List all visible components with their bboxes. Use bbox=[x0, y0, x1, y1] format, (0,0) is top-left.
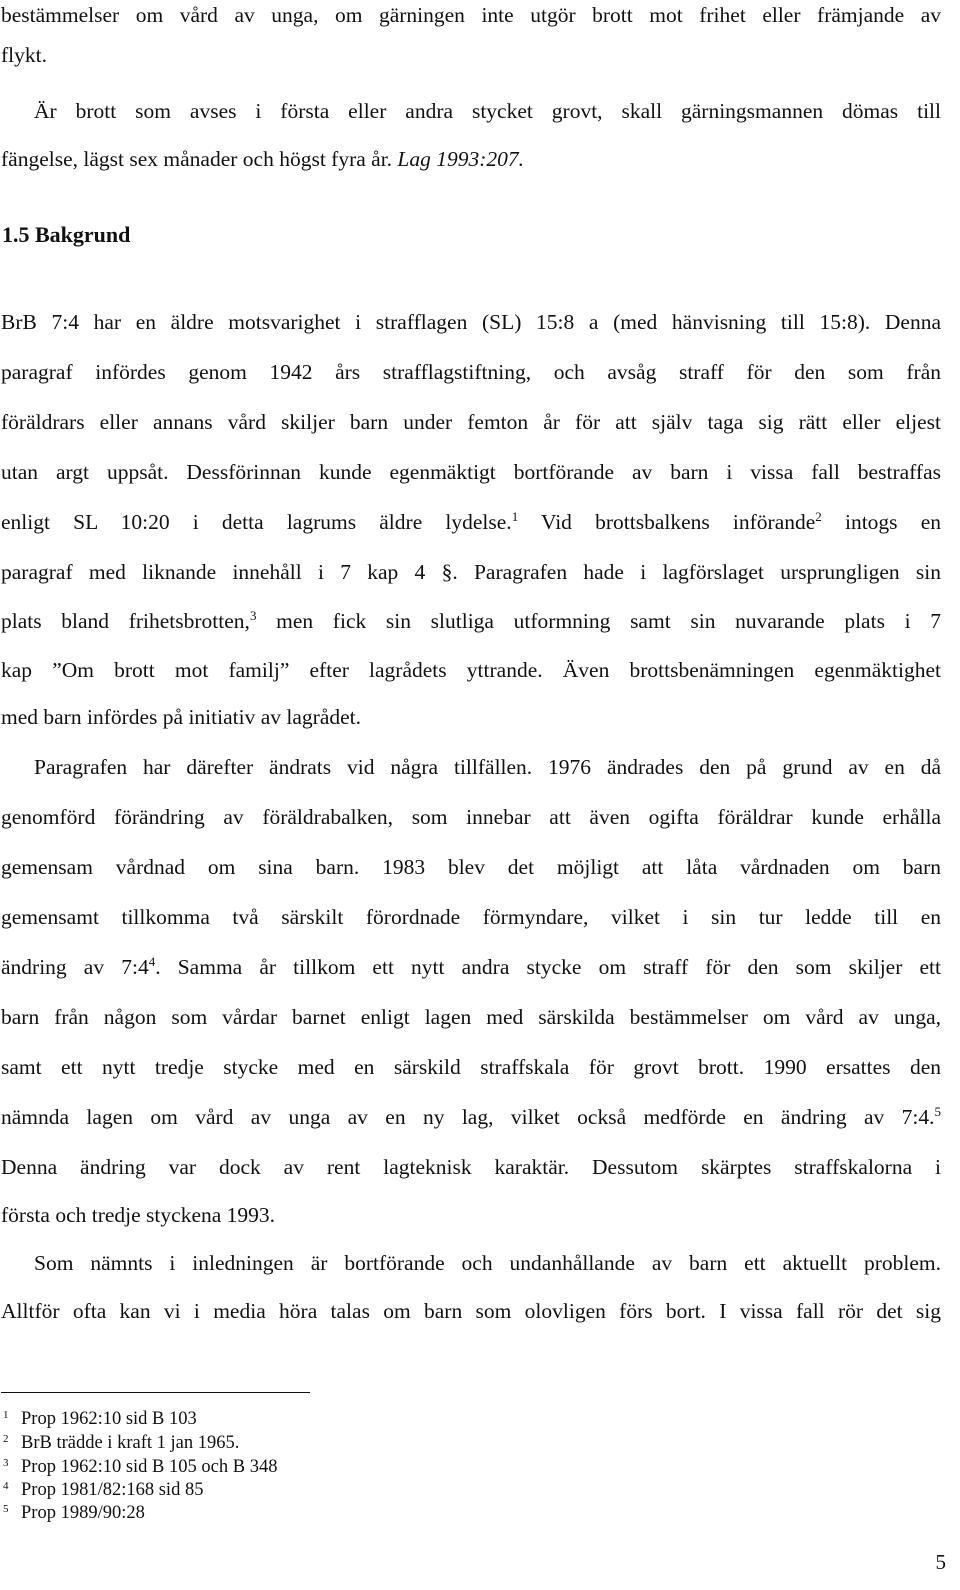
footnote bbox=[3, 1479, 203, 1501]
body-line: första och tredje styckena 1993. bbox=[1, 1203, 276, 1227]
body-line: paragraf med liknande innehåll i 7 kap 4 §. Paragrafen hade i lagförslaget ursprungligen sin bbox=[1, 560, 941, 584]
body-line: paragraf infördes genom 1942 års strafflagstiftning, och avsåg straff för den som från bbox=[1, 360, 941, 384]
body-line: barn från någon som vårdar barnet enligt lagen med särskilda bestämmelser om vård av unga, bbox=[1, 1005, 941, 1029]
footnote-number: 2 bbox=[3, 1433, 9, 1445]
body-text: ändring av 7:4 bbox=[1, 955, 149, 979]
footnote-ref: 1 bbox=[511, 508, 519, 524]
body-text: fängelse, lägst sex månader och högst fyra år. bbox=[1, 147, 398, 171]
section-heading: 1.5 Bakgrund bbox=[2, 222, 131, 247]
body-line: föräldrars eller annans vård skiljer barn under femton år för att själv taga sig rätt eller eljest bbox=[1, 410, 941, 434]
body-text: Vid brottsbalkens införande bbox=[518, 510, 816, 534]
body-line: BrB 7:4 har en äldre motsvarighet i strafflagen (SL) 15:8 a (med hänvisning till 15:8). Denna bbox=[1, 310, 941, 334]
body-text: men fick sin slutliga utformning samt sin nuvarande plats i 7 bbox=[256, 609, 942, 633]
body-text: enligt SL 10:20 i detta lagrums äldre lydelse. bbox=[1, 510, 512, 534]
footnote bbox=[3, 1432, 239, 1454]
footnote-text: Prop 1962:10 sid B 103 bbox=[21, 1409, 197, 1429]
body-line bbox=[1, 507, 941, 537]
footnote-text: Prop 1981/82:168 sid 85 bbox=[21, 1480, 204, 1500]
footnote-text: BrB trädde i kraft 1 jan 1965. bbox=[21, 1433, 240, 1453]
body-line: utan argt uppsåt. Dessförinnan kunde egenmäktigt bortförande av barn i vissa fall bestraffas bbox=[1, 460, 941, 484]
footnote-ref: 5 bbox=[934, 1103, 941, 1119]
body-line bbox=[1, 144, 941, 174]
body-line: Är brott som avses i första eller andra stycket grovt, skall gärningsmannen dömas till bbox=[34, 99, 941, 123]
body-line: Paragrafen har därefter ändrats vid några tillfällen. 1976 ändrades den på grund av en då bbox=[34, 755, 941, 779]
law-reference: Lag 1993:207. bbox=[397, 147, 525, 171]
body-text: nämnda lagen om vård av unga av en ny lag, vilket också medförde en ändring av 7:4. bbox=[1, 1105, 935, 1129]
footnote-ref: 4 bbox=[148, 953, 156, 969]
footnote-ref: 2 bbox=[815, 508, 822, 524]
body-line: Denna ändring var dock av rent lagteknisk karaktär. Dessutom skärptes straffskalorna i bbox=[1, 1155, 941, 1179]
footnote-separator bbox=[1, 1392, 310, 1393]
body-line: Alltför ofta kan vi i media höra talas om barn som olovligen förs bort. I vissa fall rör det sig bbox=[1, 1299, 941, 1323]
body-line: kap ”Om brott mot familj” efter lagrådets yttrande. Även brottsbenämningen egenmäktighet bbox=[1, 658, 941, 682]
body-line: gemensamt tillkomma två särskilt förordnade förmyndare, vilket i sin tur ledde till en bbox=[1, 905, 941, 929]
footnote-number: 3 bbox=[3, 1457, 9, 1469]
body-line: med barn infördes på initiativ av lagrådet. bbox=[1, 705, 361, 729]
body-line: genomförd förändring av föräldrabalken, som innebar att även ogifta föräldrar kunde erhålla bbox=[1, 805, 941, 829]
footnote-number: 1 bbox=[3, 1409, 9, 1421]
body-line bbox=[1, 606, 941, 636]
body-line: flykt. bbox=[1, 43, 47, 67]
body-line: samt ett nytt tredje stycke med en särskild straffskala för grovt brott. 1990 ersattes den bbox=[1, 1055, 941, 1079]
footnote-ref: 3 bbox=[249, 607, 257, 623]
footnote-number: 4 bbox=[3, 1480, 9, 1492]
body-line bbox=[1, 1102, 941, 1132]
body-line: gemensam vårdnad om sina barn. 1983 blev det möjligt att låta vårdnaden om barn bbox=[1, 855, 941, 879]
body-text: intogs en bbox=[821, 510, 941, 534]
footnote-text: Prop 1989/90:28 bbox=[21, 1503, 145, 1523]
body-text: . Samma år tillkom ett nytt andra stycke om straff för den som skiljer ett bbox=[155, 955, 941, 979]
body-line: Som nämnts i inledningen är bortförande och undanhållande av barn ett aktuellt problem. bbox=[34, 1251, 941, 1275]
footnote-number: 5 bbox=[3, 1503, 9, 1515]
footnote-text: Prop 1962:10 sid B 105 och B 348 bbox=[21, 1457, 278, 1477]
body-line: bestämmelser om vård av unga, om gärningen inte utgör brott mot frihet eller främjande av bbox=[1, 3, 941, 27]
page-number: 5 bbox=[935, 1550, 946, 1574]
footnote bbox=[3, 1408, 197, 1430]
footnote bbox=[3, 1502, 145, 1524]
body-line bbox=[1, 952, 941, 982]
body-text: plats bland frihetsbrotten, bbox=[1, 609, 250, 633]
footnote bbox=[3, 1456, 277, 1478]
